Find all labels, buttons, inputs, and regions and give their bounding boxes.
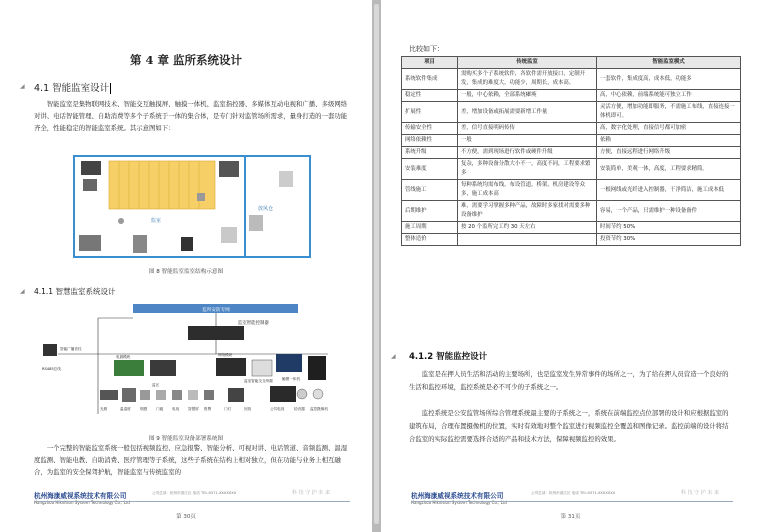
table-row (402, 123, 741, 135)
footer-divider (411, 501, 733, 502)
table-cell[interactable]: 高，数字化处理，直接信号都可加密 (597, 123, 741, 135)
vertical-scrollbar[interactable] (374, 4, 379, 524)
table-cell[interactable]: 安装难度 (402, 159, 458, 180)
diagram-label: 监区 (152, 383, 160, 387)
body-paragraph[interactable]: 一个完整的智能监室系统一般包括视频监控、应急报警、智能分析、可视对讲、电话管道、音频监测、温湿度监测、智能电教、自助消费、医疗管理等子系统，这些子系统在结构上相对独立，但在功能与业务上相互融合，为监室的安全保驾护航，智能监室与传统监室的 (34, 444, 348, 476)
company-logo: 杭州海康威视系统技术有限公司 Hangzhou Hikvision System Technology Co., Ltd (34, 492, 130, 505)
table-cell[interactable]: 需购买多个子系统软件，各软件需开放接口，定制开发，集成的难度大，功能少，周期长，成本高。 (458, 69, 597, 90)
table-intro[interactable]: 比较如下： (409, 45, 444, 53)
table-cell[interactable]: 安装简单，美观一体，高度，工程要求精简。 (597, 159, 741, 180)
diagram-label: 温湿度 (120, 407, 131, 411)
diagram-label: 监室智能交互终端 (244, 379, 273, 383)
table-cell[interactable]: 难，需要学习掌握多种产品，故障时多家找对需要多种设备维护 (458, 201, 597, 222)
table-cell[interactable]: 容易，一个产品，只需维护一种设备备件 (597, 201, 741, 222)
zone-main-label: 监室 (151, 218, 162, 224)
company-logo: 杭州海康威视系统技术有限公司 Hangzhou Hikvision System Technology Co., Ltd (411, 492, 507, 505)
table-cell[interactable]: 投资节约 30% (597, 234, 741, 246)
diagram-label: 回放 (244, 407, 252, 411)
footer-contact: 公司总部：杭州市滨江区 电话 TEL:0571-XXXXXXX (531, 491, 616, 495)
table-cell[interactable]: 灵活方便，增加功能即服务，不需施工布线，直接连接一体机即可。 (597, 102, 741, 123)
bus-label: 监所安防专网 (202, 308, 230, 313)
diagram-label: 烟感 (140, 407, 148, 411)
table-cell[interactable]: 传输安全性 (402, 123, 458, 135)
diagram-label: RS485总线 (42, 367, 61, 371)
table-row (402, 180, 741, 201)
diagram-label: 报警 (204, 407, 212, 411)
subsection-heading[interactable]: 4.1.1 智慧监室系统设计 (34, 287, 116, 296)
figure2-caption: 图 9 智能监室设备部署系统图 (148, 436, 224, 442)
table-cell[interactable]: 后期维护 (402, 201, 458, 222)
table-row (402, 90, 741, 102)
table-cell[interactable]: 高，中心依赖，前端系统能可独立工作 (597, 90, 741, 102)
collapse-triangle-icon[interactable]: ◢ (20, 83, 25, 90)
table-row (402, 159, 741, 180)
chapter-title: 第 4 章 监所系统设计 (129, 53, 242, 67)
footer-slogan: 科 技 守 护 未 来 (681, 490, 719, 496)
table-row (402, 222, 741, 234)
table-cell[interactable]: 时间节约 50% (597, 222, 741, 234)
document-page-left (0, 0, 372, 532)
diagram-label: 门灯 (224, 407, 232, 411)
table-row (402, 135, 741, 147)
table-cell[interactable]: 每种系统均需布线，布设管道，桥架，机房建设等众多，施工成本高 (458, 180, 597, 201)
table-cell[interactable]: 一套软件，集成度高，成本低，功能多 (597, 69, 741, 90)
table-cell[interactable]: 施工周期 (402, 222, 458, 234)
table-cell[interactable]: 一般，中心依赖，全部系统瘫痪 (458, 90, 597, 102)
diagram-label: 门磁 (156, 407, 164, 411)
table-cell[interactable] (458, 234, 597, 246)
diagram-label: 电源模块 (116, 355, 131, 359)
diagram-label: 监控摄像机 (310, 407, 328, 411)
table-cell[interactable]: 一根网线或光纤进入控制器，干净简洁，施工成本低 (597, 180, 741, 201)
table-cell[interactable]: 网络依赖性 (402, 135, 458, 147)
zone-side-label: 放风仓 (258, 206, 274, 212)
diagram-label: 光照 (100, 407, 108, 411)
table-row (402, 234, 741, 246)
table-cell[interactable]: 按 20 个监所完工约 30 天左右 (458, 222, 597, 234)
table-cell[interactable]: 扩展性 (402, 102, 458, 123)
table-cell[interactable]: 稳定性 (402, 90, 458, 102)
table-cell[interactable]: 依赖 (597, 135, 741, 147)
text-cursor (110, 83, 111, 94)
diagram-label: 触摸一体机 (282, 377, 300, 381)
table-cell[interactable]: 整体造价 (402, 234, 458, 246)
diagram-label: 智能广播音柱 (60, 347, 82, 351)
figure1-caption: 图 8 智能监室监室结构示意图 (148, 269, 224, 275)
header-cell: 传统监室 (458, 57, 597, 69)
table-row (402, 102, 741, 123)
section-heading[interactable]: 4.1 智能监室设计 (34, 83, 110, 94)
diagram-label: 公共电视 (270, 407, 285, 411)
collapse-triangle-icon[interactable]: ◢ (391, 353, 396, 360)
section-heading[interactable]: 4.1.2 智能监控设计 (409, 352, 488, 362)
table-cell[interactable]: 管线施工 (402, 180, 458, 201)
table-row (402, 69, 741, 90)
footer-divider (34, 501, 350, 502)
body-paragraph[interactable]: 智能监室是集物联网技术、智能交互触摸屏、触摸一体机、监室指控器、多媒体互动电视和广播、多级网络对讲、电话智能管理、自助消费等多个子系统于一体的集合体，是专门针对监管场所需求，量身打造的一套功能齐全，性能稳定的智能监室系统。其示意图如下： (34, 100, 348, 132)
cell-structure-diagram (73, 155, 311, 258)
collapse-triangle-icon[interactable]: ◢ (20, 288, 25, 295)
table-header-row (402, 57, 741, 69)
table-cell[interactable]: 差，增加设备或拓展需要新增工作量 (458, 102, 597, 123)
header-cell: 项目 (402, 57, 458, 69)
diagram-label: 电视 (172, 407, 180, 411)
diagram-label: 智慧屏 (188, 407, 199, 411)
table-row (402, 201, 741, 222)
diagram-label: 网络模块 (218, 353, 233, 357)
table-cell[interactable]: 系统软件集成 (402, 69, 458, 90)
controller-label: 监室智能控制器 (238, 321, 269, 326)
device-deployment-diagram (38, 298, 338, 432)
footer-slogan: 科 技 守 护 未 来 (292, 490, 330, 496)
body-paragraph[interactable]: 监室是在押人员生活和活动的主要场所，也是监室发生异常事件的场所之一，为了给在押人员营造一个良好的生活和监控环境，监控系统是必不可少的子系统之一。 (409, 370, 729, 391)
page-number: 第 31页 (560, 514, 581, 520)
diagram-label: 拾音器 (294, 407, 305, 411)
footer-contact: 公司总部：杭州市滨江区 电话 TEL:0571-XXXXXXX (152, 491, 237, 495)
table-cell[interactable]: 一般 (458, 135, 597, 147)
page-number: 第 30页 (176, 514, 196, 520)
table-row (402, 147, 741, 159)
header-cell: 智能监室模式 (597, 57, 741, 69)
table-cell[interactable]: 差，信号直接明码传传 (458, 123, 597, 135)
table-cell[interactable]: 不方便，需到现场进行软件或硬件升级 (458, 147, 597, 159)
table-cell[interactable]: 方便，直接远程进行网络升级 (597, 147, 741, 159)
document-page-right (381, 0, 760, 532)
comparison-table (401, 56, 741, 246)
table-cell[interactable]: 复杂，多种设备分散大小不一，高度不同，工程要求繁多 (458, 159, 597, 180)
body-paragraph[interactable]: 监控系统是公安监管场所综合管理系统最主要的子系统之一，系统在前端监控点位部署的设计和应根据监室的建筑布局，合理布置摄像机的位置，实时有效地对整个监室进行视频监控全覆盖和图像记录。监控前端的设计将结合监室的实际监控需要选择合适的产品和技术方法，保障视频监控的效果。 (409, 409, 729, 443)
table-cell[interactable]: 系统升级 (402, 147, 458, 159)
